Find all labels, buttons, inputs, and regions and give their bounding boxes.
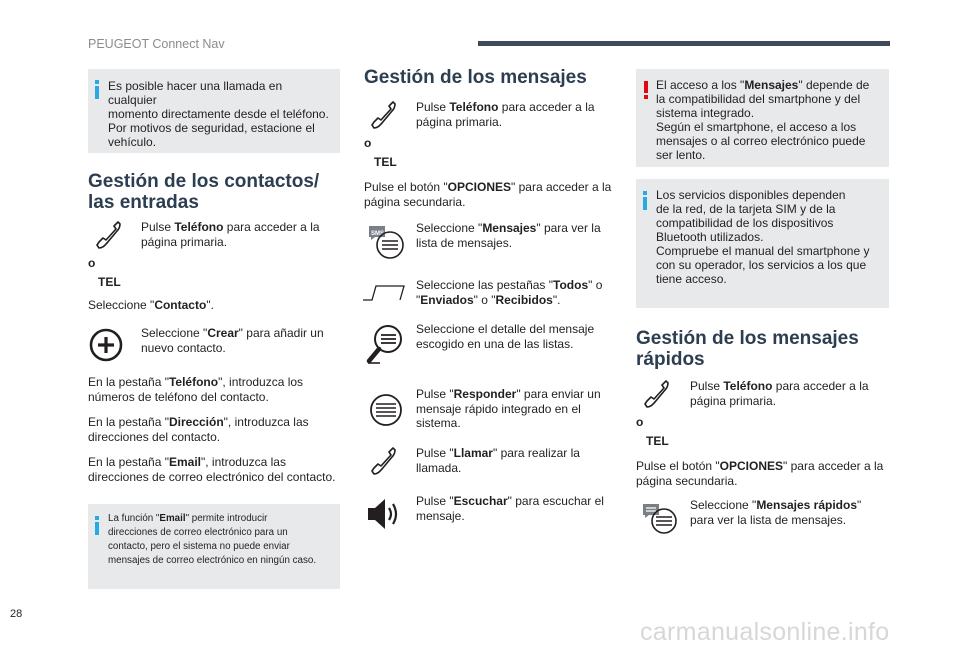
- page-number: 28: [10, 608, 23, 620]
- or-label: o: [88, 256, 96, 270]
- or-label: o: [636, 415, 644, 429]
- step-phone-text: Pulse Teléfono para acceder a la página primaria.: [141, 220, 320, 249]
- note-line: vehículo.: [108, 135, 157, 149]
- detail-text: Seleccione el detalle del mensaje escogido en una de las listas.: [416, 322, 595, 351]
- section-heading-quick-messages: [636, 328, 888, 370]
- sms-icon: [366, 224, 406, 265]
- tabs-text: Seleccione las pestañas "Todos" o "Enviados" o "Recibidos".: [416, 278, 603, 307]
- note-line: Bluetooth utilizados.: [656, 230, 764, 244]
- column-contacts: [88, 69, 340, 153]
- section-heading-messages: Gestión de los mensajes: [364, 67, 587, 88]
- note-line: tiene acceso.: [656, 272, 727, 286]
- step-phone-text: Pulse Teléfono para acceder a la página primaria.: [690, 379, 869, 408]
- messages-text: Seleccione "Mensajes" para ver la lista de mensajes.: [416, 221, 601, 250]
- note-line: ser lento.: [656, 148, 706, 162]
- options-text: Pulse el botón "OPCIONES" para acceder a la página secundaria.: [636, 459, 884, 488]
- quick-messages-icon: [640, 502, 680, 541]
- heading-line: rápidos: [636, 349, 705, 370]
- detail-search-icon: [366, 323, 406, 370]
- paragraph-email-tab: En la pestaña "Email", introduzca las direcciones de correo electrónico del contacto.: [88, 455, 336, 484]
- sms-badge-text: SMS: [371, 231, 385, 237]
- quick-messages-text: Seleccione "Mensajes rápidos" para ver la lista de mensajes.: [690, 498, 862, 527]
- heading-line: Gestión de los contactos/: [88, 171, 320, 192]
- paragraph-phone-tab: En la pestaña "Teléfono", introduzca los números de teléfono del contacto.: [88, 375, 304, 404]
- note-line: momento directamente desde el teléfono.: [108, 107, 329, 121]
- tel-button-label: TEL: [646, 434, 669, 448]
- warning-note-messages: [636, 69, 889, 167]
- note-line: Los servicios disponibles dependen: [656, 188, 846, 202]
- note-line: con su operador, los servicios a los que: [656, 258, 867, 272]
- note-line: La función "Email" permite introducir: [108, 513, 268, 524]
- note-line: contacto, pero el sistema no puede enviar: [108, 541, 290, 552]
- note-line: El acceso a los "Mensajes" depende de: [656, 78, 870, 92]
- add-icon: [88, 327, 124, 368]
- call-text: Pulse "Llamar" para realizar la llamada.: [416, 446, 580, 475]
- note-line: mensajes de correo electrónico en ningún caso.: [108, 555, 317, 566]
- note-line: compatibilidad de los dispositivos: [656, 216, 834, 230]
- note-line: Es posible hacer una llamada en cualquier: [108, 79, 283, 107]
- phone-icon: [93, 221, 127, 256]
- create-text: Seleccione "Crear" para añadir un nuevo contacto.: [141, 326, 324, 355]
- phone-icon: [368, 101, 402, 136]
- options-text: Pulse el botón "OPCIONES" para acceder a la página secundaria.: [364, 180, 612, 209]
- info-note-call: [88, 69, 340, 153]
- speaker-icon: [366, 497, 402, 536]
- info-icon: [95, 516, 100, 535]
- reply-text: Pulse "Responder" para enviar un mensaje rápido integrado en el sistema.: [416, 387, 601, 430]
- note-line: de la red, de la tarjeta SIM y de la: [656, 202, 836, 216]
- call-phone-icon: [368, 447, 402, 482]
- heading-line: Gestión de los mensajes: [636, 328, 859, 349]
- running-header: PEUGEOT Connect Nav: [88, 37, 225, 51]
- info-note-email: [88, 504, 340, 589]
- note-line: mensajes o al correo electrónico puede: [656, 134, 866, 148]
- listen-text: Pulse "Escuchar" para escuchar el mensaje.: [416, 494, 604, 523]
- header-rule: [478, 41, 890, 46]
- section-heading-contacts: [88, 171, 340, 213]
- tabs-icon: [362, 282, 406, 309]
- step-phone-text: Pulse Teléfono para acceder a la página primaria.: [416, 100, 595, 129]
- reply-list-icon: [366, 392, 406, 433]
- warning-icon: [644, 81, 648, 100]
- bold-term: Teléfono: [174, 220, 224, 234]
- note-line: la compatibilidad del smartphone y del: [656, 92, 861, 106]
- note-line: Por motivos de seguridad, estacione el: [108, 121, 315, 135]
- note-line: direcciones de correo electrónico para un: [108, 527, 288, 538]
- note-line: sistema integrado.: [656, 106, 755, 120]
- or-label: o: [364, 136, 372, 150]
- select-contact-text: Seleccione "Contacto".: [88, 298, 214, 312]
- tel-button-label: TEL: [374, 155, 397, 169]
- info-note-services: [636, 179, 889, 308]
- heading-line: las entradas: [88, 192, 199, 213]
- watermark: carmanualsonline.info: [640, 618, 890, 646]
- note-line: Compruebe el manual del smartphone y: [656, 244, 870, 258]
- info-icon: [643, 191, 648, 210]
- note-line: Según el smartphone, el acceso a los: [656, 120, 857, 134]
- phone-icon: [641, 380, 675, 415]
- paragraph-address-tab: En la pestaña "Dirección", introduzca las direcciones del contacto.: [88, 415, 309, 444]
- tel-button-label: TEL: [98, 275, 121, 289]
- info-icon: [95, 80, 100, 99]
